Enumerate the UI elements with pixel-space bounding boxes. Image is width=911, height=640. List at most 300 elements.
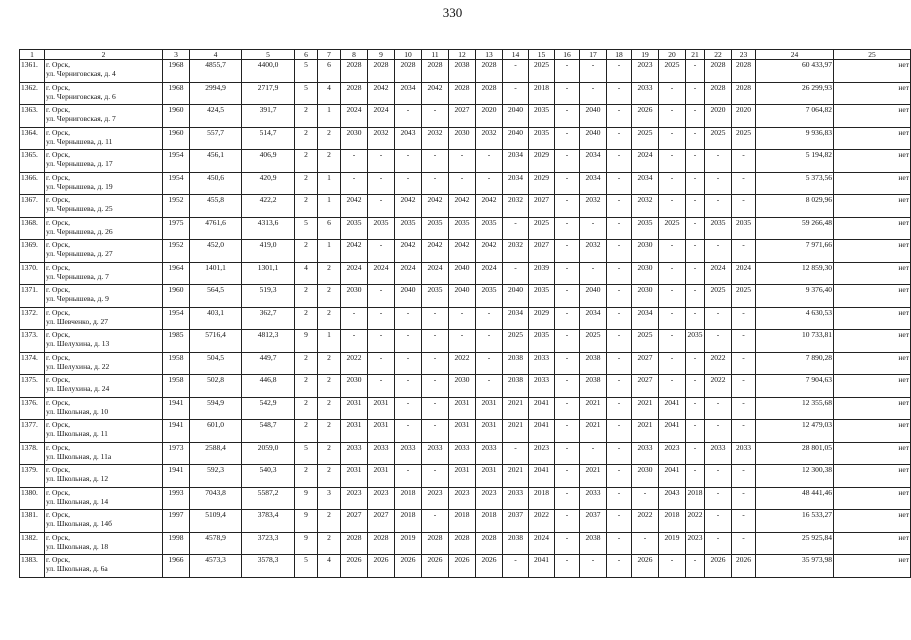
cell-y10: 2035 [395, 217, 422, 240]
row-number: 1378. [20, 442, 45, 465]
cell-y10: - [395, 330, 422, 353]
cell-y9: 2033 [368, 442, 395, 465]
table-row [20, 195, 911, 218]
cell-area-living: 2717,9 [242, 82, 295, 105]
cell-y19: 2026 [632, 555, 659, 578]
cell-y16: - [555, 442, 580, 465]
cell-y14: - [503, 82, 529, 105]
cell-y15: 2018 [529, 82, 555, 105]
cell-y23: - [732, 352, 756, 375]
address-cell [45, 127, 163, 150]
cost-cell: 10 733,81 [756, 330, 834, 353]
column-header-21: 21 [686, 50, 705, 60]
cell-y20: - [659, 555, 686, 578]
cell-year: 1954 [163, 172, 190, 195]
row-number: 1367. [20, 195, 45, 218]
cell-year: 1968 [163, 60, 190, 83]
cell-y16: - [555, 172, 580, 195]
cell-area-total: 4855,7 [190, 60, 242, 83]
table-row [20, 82, 911, 105]
address-street: ул. Шелухина, д. 24 [46, 384, 110, 393]
cell-y12: 2042 [449, 240, 476, 263]
flag-cell: нет [834, 195, 911, 218]
cell-y13: 2023 [476, 487, 503, 510]
address-cell [45, 510, 163, 533]
housing-register-table [19, 49, 911, 578]
cell-y9: 2023 [368, 487, 395, 510]
cell-y9: 2028 [368, 60, 395, 83]
cell-y15: 2029 [529, 307, 555, 330]
cost-cell: 9 936,83 [756, 127, 834, 150]
row-number: 1363. [20, 105, 45, 128]
cell-area-living: 449,7 [242, 352, 295, 375]
address-street: ул. Школьная, д. 14 [46, 496, 109, 506]
cell-y10: 2026 [395, 555, 422, 578]
row-number: 1364. [20, 127, 45, 150]
cell-y12: 2040 [449, 285, 476, 308]
address-cell [45, 262, 163, 285]
cell-y9: - [368, 240, 395, 263]
cell-y23: - [732, 532, 756, 555]
cell-y11: - [422, 397, 449, 420]
table-row [20, 285, 911, 308]
cell-y15: 2035 [529, 127, 555, 150]
cell-area-living: 3578,3 [242, 555, 295, 578]
cell-year: 1998 [163, 532, 190, 555]
cell-y17: 2034 [580, 172, 607, 195]
cell-y11: 2028 [422, 60, 449, 83]
cell-area-living: 3723,3 [242, 532, 295, 555]
address-street: ул. Черниговская, д. 6 [46, 91, 116, 101]
address-city: г. Орск, [46, 240, 70, 249]
cell-y22: 2022 [705, 375, 732, 398]
cell-y22: - [705, 330, 732, 353]
cost-cell: 12 355,68 [756, 397, 834, 420]
cell-y23: 2020 [732, 105, 756, 128]
address-cell [45, 375, 163, 398]
cell-y17: 2025 [580, 330, 607, 353]
table-row [20, 60, 911, 83]
flag-cell: нет [834, 487, 911, 510]
cell-y19: 2024 [632, 150, 659, 173]
address-city: г. Орск, [46, 195, 70, 204]
cell-y12: 2035 [449, 217, 476, 240]
cell-y9: - [368, 150, 395, 173]
cell-y12: - [449, 150, 476, 173]
cell-y14: 2034 [503, 172, 529, 195]
row-number: 1372. [20, 307, 45, 330]
cell-y12: - [449, 330, 476, 353]
cell-y23: 2025 [732, 285, 756, 308]
cell-y20: - [659, 375, 686, 398]
cell-y15: 2035 [529, 330, 555, 353]
flag-cell: нет [834, 285, 911, 308]
cell-y12: 2023 [449, 487, 476, 510]
cell-y13: 2042 [476, 195, 503, 218]
column-header-11: 11 [422, 50, 449, 60]
cell-floors: 5 [295, 82, 318, 105]
address-city: г. Орск, [46, 397, 70, 407]
cell-y11: 2023 [422, 487, 449, 510]
cell-entrances: 2 [318, 465, 341, 488]
cell-y15: 2039 [529, 262, 555, 285]
cell-y21: - [686, 217, 705, 240]
cell-y14: 2034 [503, 150, 529, 173]
cell-year: 1958 [163, 352, 190, 375]
cell-y11: 2035 [422, 285, 449, 308]
cell-entrances: 2 [318, 352, 341, 375]
cell-y13: 2031 [476, 420, 503, 443]
cell-y20: - [659, 285, 686, 308]
cell-y13: - [476, 172, 503, 195]
address-cell [45, 487, 163, 510]
cell-area-total: 452,0 [190, 240, 242, 263]
cell-y17: - [580, 82, 607, 105]
table-row [20, 105, 911, 128]
cell-area-total: 450,6 [190, 172, 242, 195]
cell-y18: - [607, 127, 632, 150]
cell-year: 1954 [163, 150, 190, 173]
cell-y9: 2027 [368, 510, 395, 533]
cell-y8: 2031 [341, 420, 368, 443]
cell-y18: - [607, 420, 632, 443]
cell-y15: 2027 [529, 195, 555, 218]
cell-year: 1997 [163, 510, 190, 533]
cell-y16: - [555, 240, 580, 263]
cell-y20: - [659, 307, 686, 330]
cell-floors: 2 [295, 172, 318, 195]
cell-y22: 2022 [705, 352, 732, 375]
cell-y8: 2022 [341, 352, 368, 375]
address-street: ул. Черниговская, д. 4 [46, 69, 116, 78]
cell-y20: - [659, 82, 686, 105]
cell-y23: - [732, 330, 756, 353]
cell-y19: 2035 [632, 217, 659, 240]
cell-y22: 2028 [705, 60, 732, 83]
cost-cell: 60 433,97 [756, 60, 834, 83]
cell-y11: 2042 [422, 240, 449, 263]
address-street: ул. Школьная, д. 11 [46, 429, 108, 438]
cell-area-living: 514,7 [242, 127, 295, 150]
cell-y18: - [607, 172, 632, 195]
address-city: г. Орск, [46, 307, 70, 317]
cell-y17: 2034 [580, 150, 607, 173]
cell-y16: - [555, 105, 580, 128]
cell-y8: 2026 [341, 555, 368, 578]
flag-cell: нет [834, 397, 911, 420]
cell-y17: 2040 [580, 127, 607, 150]
cell-y23: 2026 [732, 555, 756, 578]
cell-y11: 2024 [422, 262, 449, 285]
cell-y21: 2018 [686, 487, 705, 510]
cell-area-living: 5587,2 [242, 487, 295, 510]
cell-y12: 2022 [449, 352, 476, 375]
row-number: 1361. [20, 60, 45, 83]
cell-area-total: 4573,3 [190, 555, 242, 578]
address-street: ул. Чернышева, д. 7 [46, 271, 109, 281]
cell-y19: 2027 [632, 352, 659, 375]
cell-y19: 2030 [632, 240, 659, 263]
address-cell [45, 465, 163, 488]
cell-y21: - [686, 285, 705, 308]
cell-area-total: 424,5 [190, 105, 242, 128]
column-header-5: 5 [242, 50, 295, 60]
cost-cell: 12 479,03 [756, 420, 834, 443]
flag-cell: нет [834, 217, 911, 240]
cell-y18: - [607, 555, 632, 578]
cell-y16: - [555, 465, 580, 488]
cell-floors: 2 [295, 240, 318, 263]
cell-y13: - [476, 330, 503, 353]
cell-y14: 2021 [503, 397, 529, 420]
table-row [20, 330, 911, 353]
cell-year: 1968 [163, 82, 190, 105]
cost-cell: 8 029,96 [756, 195, 834, 218]
cost-cell: 59 266,48 [756, 217, 834, 240]
cell-year: 1941 [163, 397, 190, 420]
cell-y16: - [555, 60, 580, 83]
address-city: г. Орск, [46, 532, 70, 542]
cell-y18: - [607, 375, 632, 398]
row-number: 1379. [20, 465, 45, 488]
address-street: ул. Чернышева, д. 19 [46, 181, 113, 191]
cell-y10: 2028 [395, 60, 422, 83]
address-street: ул. Чернышева, д. 11 [46, 136, 113, 146]
flag-cell: нет [834, 375, 911, 398]
cell-y17: 2032 [580, 195, 607, 218]
cell-y12: 2030 [449, 375, 476, 398]
flag-cell: нет [834, 127, 911, 150]
cell-y20: 2023 [659, 442, 686, 465]
address-city: г. Орск, [46, 375, 70, 384]
cell-floors: 5 [295, 555, 318, 578]
address-cell [45, 195, 163, 218]
cell-y17: 2034 [580, 307, 607, 330]
cell-y9: 2031 [368, 397, 395, 420]
cell-y8: - [341, 150, 368, 173]
flag-cell: нет [834, 82, 911, 105]
cell-y11: - [422, 420, 449, 443]
cell-year: 1960 [163, 127, 190, 150]
cell-y20: - [659, 127, 686, 150]
row-number: 1369. [20, 240, 45, 263]
cell-floors: 2 [295, 352, 318, 375]
cell-floors: 9 [295, 487, 318, 510]
cell-y20: - [659, 262, 686, 285]
flag-cell: нет [834, 172, 911, 195]
cell-year: 1966 [163, 555, 190, 578]
cell-y14: - [503, 60, 529, 83]
cell-y21: - [686, 420, 705, 443]
cell-y18: - [607, 285, 632, 308]
cell-y22: - [705, 240, 732, 263]
cell-y15: 2029 [529, 172, 555, 195]
cell-area-living: 446,8 [242, 375, 295, 398]
column-header-10: 10 [395, 50, 422, 60]
cell-y11: - [422, 465, 449, 488]
cell-year: 1993 [163, 487, 190, 510]
cell-y15: 2025 [529, 60, 555, 83]
address-city: г. Орск, [46, 82, 70, 92]
table-row [20, 510, 911, 533]
address-city: г. Орск, [46, 352, 70, 362]
cell-y8: - [341, 307, 368, 330]
cell-y17: 2038 [580, 352, 607, 375]
cell-area-total: 504,5 [190, 352, 242, 375]
table-row [20, 262, 911, 285]
flag-cell: нет [834, 262, 911, 285]
cell-y22: - [705, 397, 732, 420]
cell-y8: 2023 [341, 487, 368, 510]
cell-y9: - [368, 285, 395, 308]
cell-entrances: 1 [318, 172, 341, 195]
cell-y11: 2042 [422, 82, 449, 105]
cell-y22: - [705, 150, 732, 173]
address-city: г. Орск, [46, 172, 70, 182]
row-number: 1362. [20, 82, 45, 105]
cell-y14: 2038 [503, 375, 529, 398]
cell-y8: 2028 [341, 60, 368, 83]
cell-y10: - [395, 420, 422, 443]
cell-area-total: 4578,9 [190, 532, 242, 555]
address-city: г. Орск, [46, 465, 70, 474]
cell-area-living: 519,3 [242, 285, 295, 308]
cell-y22: 2020 [705, 105, 732, 128]
cell-entrances: 4 [318, 555, 341, 578]
cell-y23: 2028 [732, 82, 756, 105]
cell-y8: 2030 [341, 127, 368, 150]
row-number: 1374. [20, 352, 45, 375]
cell-y8: 2033 [341, 442, 368, 465]
flag-cell: нет [834, 105, 911, 128]
cell-y9: - [368, 352, 395, 375]
cell-y23: 2028 [732, 60, 756, 83]
cell-y12: 2033 [449, 442, 476, 465]
cell-y13: 2035 [476, 217, 503, 240]
cost-cell: 26 299,93 [756, 82, 834, 105]
address-cell [45, 172, 163, 195]
cell-year: 1985 [163, 330, 190, 353]
cell-y9: 2031 [368, 420, 395, 443]
address-street: ул. Чернышева, д. 17 [46, 159, 113, 168]
table-row [20, 150, 911, 173]
cell-entrances: 1 [318, 195, 341, 218]
cell-y8: 2024 [341, 262, 368, 285]
cell-y11: - [422, 150, 449, 173]
cell-y15: 2033 [529, 375, 555, 398]
flag-cell: нет [834, 60, 911, 83]
column-header-16: 16 [555, 50, 580, 60]
cell-y14: - [503, 262, 529, 285]
cell-floors: 9 [295, 330, 318, 353]
cell-y18: - [607, 532, 632, 555]
cell-y10: 2018 [395, 510, 422, 533]
address-cell [45, 330, 163, 353]
cell-y17: - [580, 217, 607, 240]
cell-y18: - [607, 307, 632, 330]
cell-y18: - [607, 510, 632, 533]
column-header-23: 23 [732, 50, 756, 60]
cell-area-living: 542,9 [242, 397, 295, 420]
cell-entrances: 6 [318, 60, 341, 83]
cost-cell: 7 904,63 [756, 375, 834, 398]
cell-y18: - [607, 352, 632, 375]
cell-floors: 2 [295, 420, 318, 443]
address-city: г. Орск, [46, 262, 70, 272]
cell-y9: - [368, 172, 395, 195]
cell-y20: - [659, 330, 686, 353]
cell-area-total: 403,1 [190, 307, 242, 330]
cell-y12: 2042 [449, 195, 476, 218]
cell-area-living: 1301,1 [242, 262, 295, 285]
cell-y21: 2035 [686, 330, 705, 353]
cell-floors: 2 [295, 105, 318, 128]
cell-y14: 2032 [503, 195, 529, 218]
cell-y15: 2023 [529, 442, 555, 465]
cell-y23: - [732, 195, 756, 218]
cell-area-total: 601,0 [190, 420, 242, 443]
address-city: г. Орск, [46, 150, 70, 159]
cell-y11: - [422, 172, 449, 195]
cell-entrances: 1 [318, 105, 341, 128]
cell-entrances: 2 [318, 420, 341, 443]
address-street: ул. Школьная, д. 6а [46, 564, 108, 573]
cell-y18: - [607, 195, 632, 218]
cell-y15: 2022 [529, 510, 555, 533]
cell-y11: - [422, 352, 449, 375]
cell-y17: - [580, 262, 607, 285]
cell-y13: 2031 [476, 465, 503, 488]
cell-year: 1952 [163, 195, 190, 218]
cell-y10: - [395, 105, 422, 128]
cell-floors: 2 [295, 397, 318, 420]
address-street: ул. Шевченко, д. 27 [46, 316, 109, 326]
cell-y21: - [686, 82, 705, 105]
cell-y22: - [705, 195, 732, 218]
cell-y14: 2038 [503, 532, 529, 555]
cell-y21: - [686, 127, 705, 150]
cell-y21: 2023 [686, 532, 705, 555]
cell-y13: - [476, 307, 503, 330]
address-cell [45, 555, 163, 578]
cell-area-living: 2059,0 [242, 442, 295, 465]
cell-y16: - [555, 217, 580, 240]
cell-y19: - [632, 532, 659, 555]
cell-entrances: 2 [318, 442, 341, 465]
cell-floors: 2 [295, 307, 318, 330]
cell-y10: 2034 [395, 82, 422, 105]
cell-year: 1952 [163, 240, 190, 263]
cell-y22: 2025 [705, 127, 732, 150]
cell-y17: 2021 [580, 420, 607, 443]
cell-y10: 2042 [395, 240, 422, 263]
cell-y17: - [580, 60, 607, 83]
address-cell [45, 82, 163, 105]
cell-area-living: 420,9 [242, 172, 295, 195]
row-number: 1382. [20, 532, 45, 555]
cell-y23: - [732, 172, 756, 195]
cell-area-total: 7043,8 [190, 487, 242, 510]
flag-cell: нет [834, 307, 911, 330]
cell-y8: - [341, 330, 368, 353]
cell-y11: 2028 [422, 532, 449, 555]
cell-entrances: 2 [318, 262, 341, 285]
cell-y21: - [686, 195, 705, 218]
cell-year: 1954 [163, 307, 190, 330]
cell-y13: 2032 [476, 127, 503, 150]
cell-y18: - [607, 217, 632, 240]
cell-y18: - [607, 397, 632, 420]
